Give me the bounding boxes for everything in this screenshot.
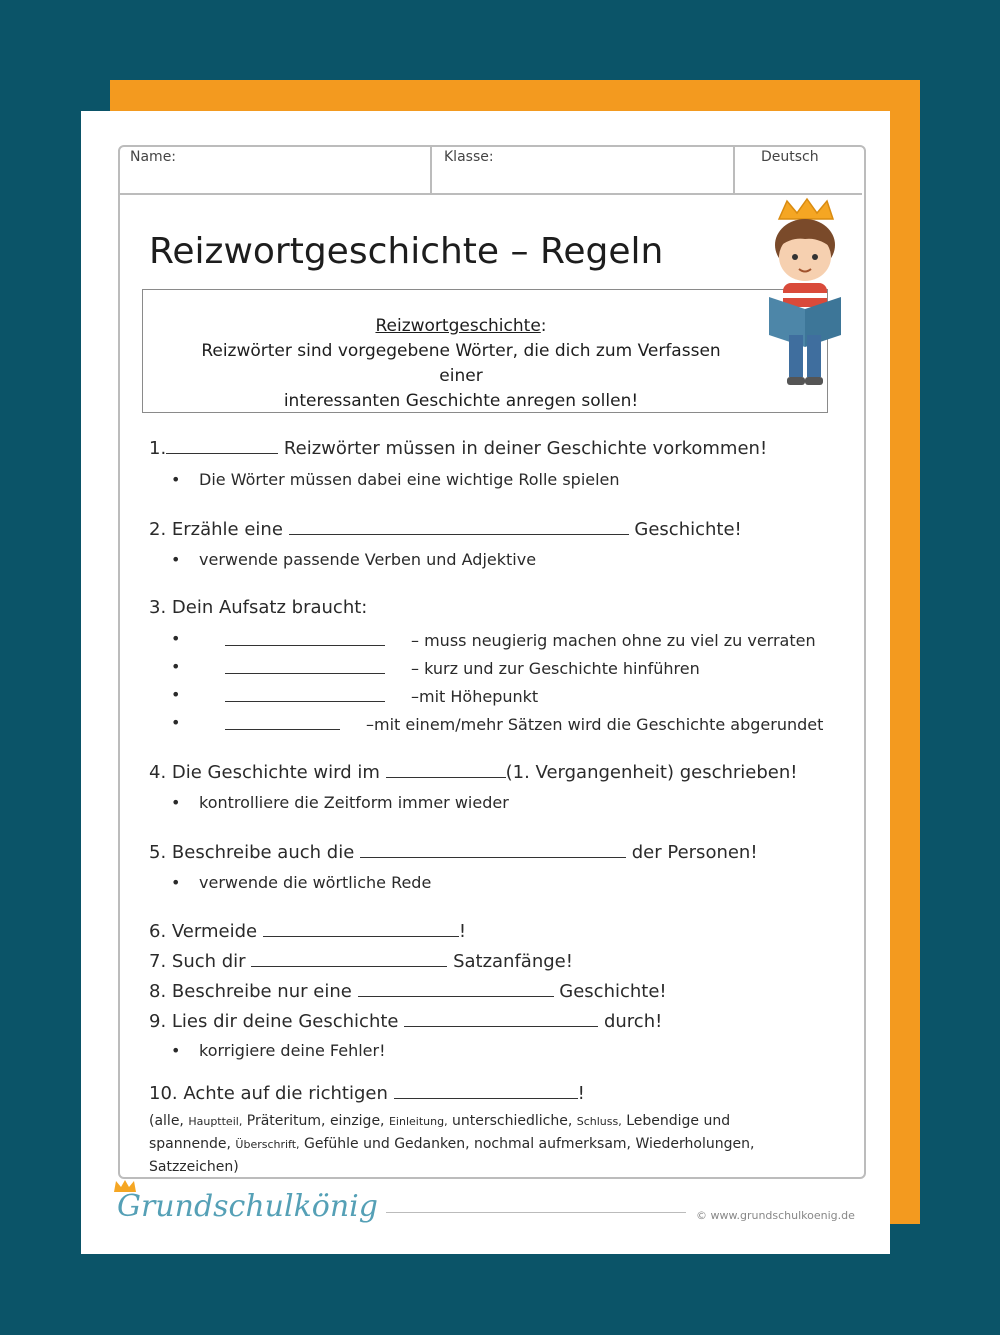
blank-4[interactable] — [386, 761, 506, 778]
definition-line-2: interessanten Geschichte anregen sollen! — [283, 391, 639, 411]
definition-heading: Reizwortgeschichte — [375, 316, 541, 336]
rule-9-bullet: • korrigiere deine Fehler! — [173, 1041, 386, 1060]
rule-2-bullet: • verwende passende Verben und Adjektive — [173, 550, 536, 569]
rule-5: 5. Beschreibe auch die der Personen! — [149, 842, 758, 863]
rule-3-bullet-2: • – kurz und zur Geschichte hinführen — [173, 657, 700, 678]
rule-3-bullet-4: • –mit einem/mehr Sätzen wird die Geschichte abgerundet — [173, 713, 823, 734]
brand-logo: Grundschulkönig — [117, 1189, 378, 1224]
blank-3a[interactable] — [225, 629, 385, 646]
header-row — [118, 145, 862, 195]
rule-2: 2. Erzähle eine Geschichte! — [149, 519, 742, 540]
blank-5[interactable] — [360, 841, 626, 858]
rule-3: 3. Dein Aufsatz braucht: — [149, 597, 368, 618]
definition-line-1: Reizwörter sind vorgegebene Wörter, die dich zum Verfassen einer — [201, 341, 721, 386]
rule-4: 4. Die Geschichte wird im (1. Vergangenheit) geschrieben! — [149, 762, 798, 783]
blank-3d[interactable] — [225, 713, 340, 730]
boy-reading-illustration — [749, 197, 859, 387]
blank-2[interactable] — [289, 518, 629, 535]
rule-1: 1. Reizwörter müssen in deiner Geschichte vorkommen! — [149, 438, 768, 459]
rule-9: 9. Lies dir deine Geschichte durch! — [149, 1011, 663, 1032]
blank-7[interactable] — [251, 950, 447, 967]
worksheet — [81, 111, 890, 1254]
rule-7: 7. Such dir Satzanfänge! — [149, 951, 573, 972]
name-field[interactable]: Name: — [118, 145, 432, 193]
blank-3b[interactable] — [225, 657, 385, 674]
rule-8: 8. Beschreibe nur eine Geschichte! — [149, 981, 667, 1002]
subject-label: Deutsch — [761, 149, 819, 165]
blank-8[interactable] — [358, 980, 554, 997]
page-title: Reizwortgeschichte – Regeln — [149, 231, 664, 272]
rule-4-bullet: • kontrolliere die Zeitform immer wieder — [173, 793, 509, 812]
blank-10[interactable] — [394, 1082, 578, 1099]
class-field[interactable]: Klasse: — [432, 145, 735, 193]
website-url: © www.grundschulkoenig.de — [696, 1209, 855, 1222]
definition-text: Reizwortgeschichte: Reizwörter sind vorgegebene Wörter, die dich zum Verfassen einer interessanten Geschichte anregen sollen! — [181, 314, 741, 414]
blank-1[interactable] — [166, 437, 278, 454]
rule-3-bullet-3: • –mit Höhepunkt — [173, 685, 538, 706]
blank-6[interactable] — [263, 920, 459, 937]
blank-9[interactable] — [404, 1010, 598, 1027]
word-bank: (alle, Hauptteil, Präteritum, einzige, Einleitung, unterschiedliche, Schluss, Lebendige und spannende, Überschrift, Gefühle und Gedanken, nochmal aufmerksam, Wiederholungen, Satzzeichen) — [149, 1113, 755, 1175]
footer-divider — [386, 1212, 686, 1213]
blank-3c[interactable] — [225, 685, 385, 702]
rule-5-bullet: • verwende die wörtliche Rede — [173, 873, 431, 892]
rule-1-bullet: • Die Wörter müssen dabei eine wichtige Rolle spielen — [173, 470, 620, 489]
rule-6: 6. Vermeide ! — [149, 921, 467, 942]
rule-10: 10. Achte auf die richtigen ! — [149, 1083, 585, 1104]
rule-3-bullet-1: • – muss neugierig machen ohne zu viel zu verraten — [173, 629, 816, 650]
